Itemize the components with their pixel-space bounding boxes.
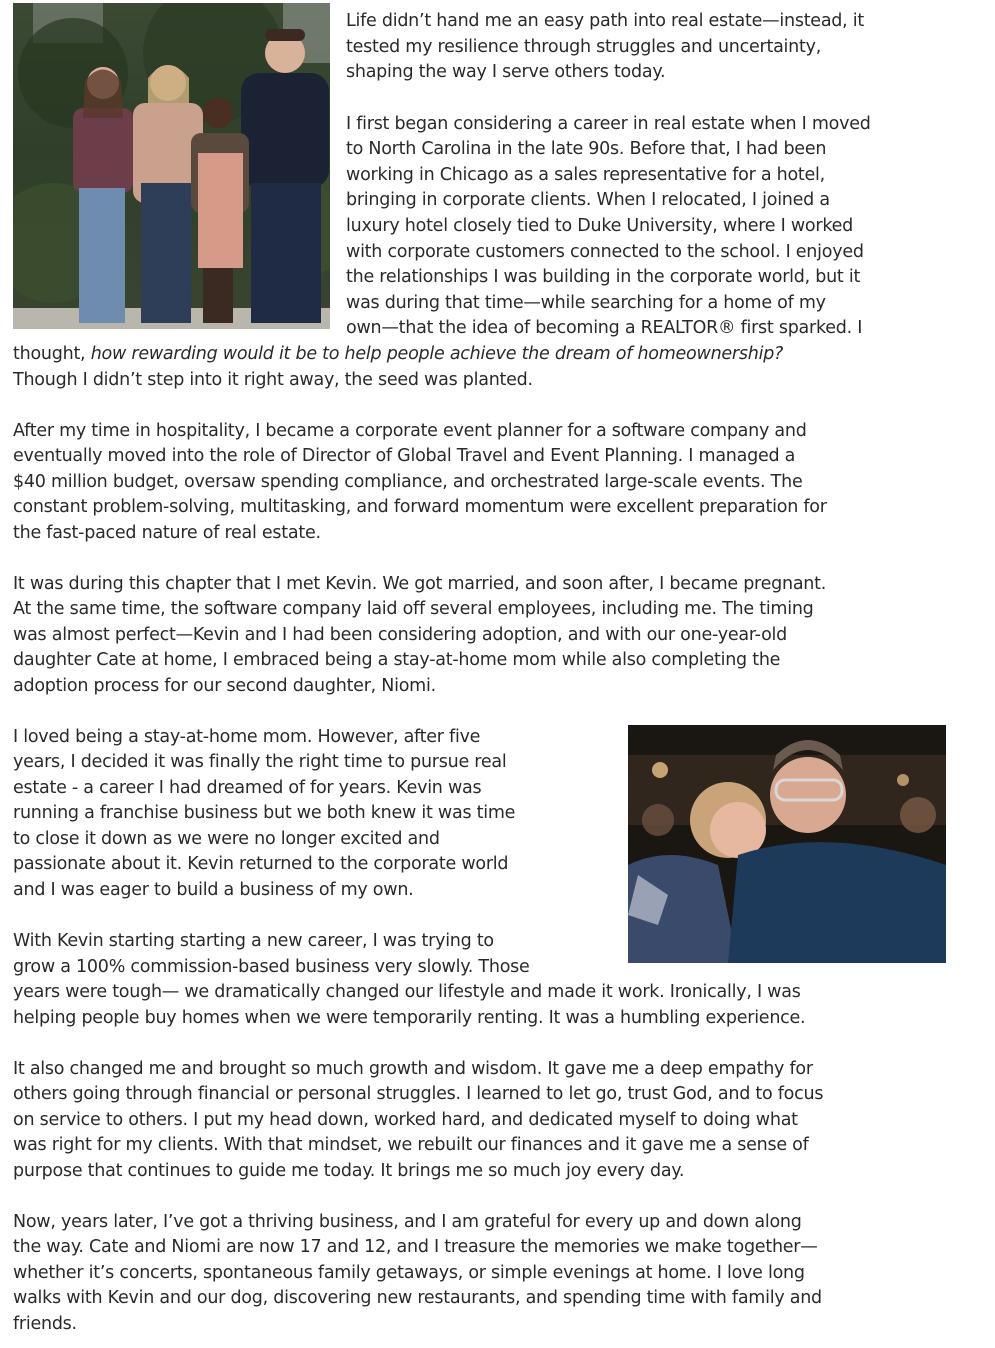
para2-line: Though I didn’t step into it right away, the seed was planted. bbox=[13, 370, 533, 390]
para3-line: eventually moved into the role of Director of Global Travel and Event Planning. I managed a bbox=[13, 446, 796, 466]
para5-line: passionate about it. Kevin returned to the corporate world bbox=[13, 854, 509, 874]
para6-line: grow a 100% commission-based business very slowly. Those bbox=[13, 957, 530, 977]
para2-line bbox=[13, 342, 783, 368]
para3-line: constant problem-solving, multitasking, and forward momentum were excellent preparation for bbox=[13, 497, 827, 517]
para4-line: It was during this chapter that I met Kevin. We got married, and soon after, I became pregnant. bbox=[13, 574, 827, 594]
para7-line: was right for my clients. With that mindset, we rebuilt our finances and it gave me a sense of bbox=[13, 1135, 809, 1155]
para1-line: shaping the way I serve others today. bbox=[346, 62, 666, 82]
para4-line: daughter Cate at home, I embraced being a stay-at-home mom while also completing the bbox=[13, 650, 781, 670]
para2-line: I first began considering a career in real estate when I moved bbox=[346, 114, 871, 134]
para3-line: the fast-paced nature of real estate. bbox=[13, 523, 321, 543]
para1-line: Life didn’t hand me an easy path into real estate—instead, it bbox=[346, 11, 865, 31]
para6-line: With Kevin starting starting a new career, I was trying to bbox=[13, 931, 494, 951]
para4-line: was almost perfect—Kevin and I had been considering adoption, and with our one-year-old bbox=[13, 625, 787, 645]
para7-line: others going through financial or personal struggles. I learned to let go, trust God, and to focus bbox=[13, 1084, 824, 1104]
para6-line: years were tough— we dramatically changed our lifestyle and made it work. Ironically, I was bbox=[13, 982, 801, 1002]
para2-prefix: thought, bbox=[13, 344, 91, 364]
couple-photo-image bbox=[628, 725, 946, 963]
para2-line: bringing in corporate clients. When I relocated, I joined a bbox=[346, 190, 830, 210]
para2-italic-question: how rewarding would it be to help people achieve the dream of homeownership? bbox=[90, 344, 784, 364]
para3-line: $40 million budget, oversaw spending compliance, and orchestrated large-scale events. The bbox=[13, 472, 803, 492]
para8-line: friends. bbox=[13, 1314, 77, 1334]
para3-line: After my time in hospitality, I became a corporate event planner for a software company and bbox=[13, 421, 807, 441]
para5-line: estate - a career I had dreamed of for years. Kevin was bbox=[13, 778, 482, 798]
para8-line: whether it’s concerts, spontaneous family getaways, or simple evenings at home. I love long bbox=[13, 1263, 805, 1283]
para2-line: to North Carolina in the late 90s. Before that, I had been bbox=[346, 139, 827, 159]
para8-line: the way. Cate and Niomi are now 17 and 12, and I treasure the memories we make together— bbox=[13, 1237, 818, 1257]
family-photo bbox=[13, 3, 330, 329]
para8-line: walks with Kevin and our dog, discovering new restaurants, and spending time with family and bbox=[13, 1288, 822, 1308]
para7-line: on service to others. I put my head down, worked hard, and dedicated myself to doing what bbox=[13, 1110, 798, 1130]
family-photo-image bbox=[13, 3, 330, 329]
couple-photo bbox=[628, 725, 946, 963]
para7-line: purpose that continues to guide me today. It brings me so much joy every day. bbox=[13, 1161, 685, 1181]
para8-line: Now, years later, I’ve got a thriving business, and I am grateful for every up and down along bbox=[13, 1212, 802, 1232]
para2-line: working in Chicago as a sales representative for a hotel, bbox=[346, 165, 825, 185]
para5-line: and I was eager to build a business of my own. bbox=[13, 880, 414, 900]
para2-line: was during that time—while searching for a home of my bbox=[346, 293, 826, 313]
para4-line: At the same time, the software company laid off several employees, including me. The timing bbox=[13, 599, 814, 619]
para1-line: tested my resilience through struggles and uncertainty, bbox=[346, 37, 822, 57]
para5-line: running a franchise business but we both knew it was time bbox=[13, 803, 516, 823]
para7-line: It also changed me and brought so much growth and wisdom. It gave me a deep empathy for bbox=[13, 1059, 813, 1079]
para2-line: with corporate customers connected to the school. I enjoyed bbox=[346, 242, 864, 262]
para6-line: helping people buy homes when we were temporarily renting. It was a humbling experience. bbox=[13, 1008, 806, 1028]
para4-line: adoption process for our second daughter, Niomi. bbox=[13, 676, 436, 696]
para5-line: years, I decided it was finally the right time to pursue real bbox=[13, 752, 507, 772]
para2-line: the relationships I was building in the corporate world, but it bbox=[346, 267, 861, 287]
para5-line: to close it down as we were no longer excited and bbox=[13, 829, 440, 849]
para2-line: own—that the idea of becoming a REALTOR® first sparked. I bbox=[346, 318, 863, 338]
para5-line: I loved being a stay-at-home mom. However, after five bbox=[13, 727, 481, 747]
para2-line: luxury hotel closely tied to Duke University, where I worked bbox=[346, 216, 853, 236]
